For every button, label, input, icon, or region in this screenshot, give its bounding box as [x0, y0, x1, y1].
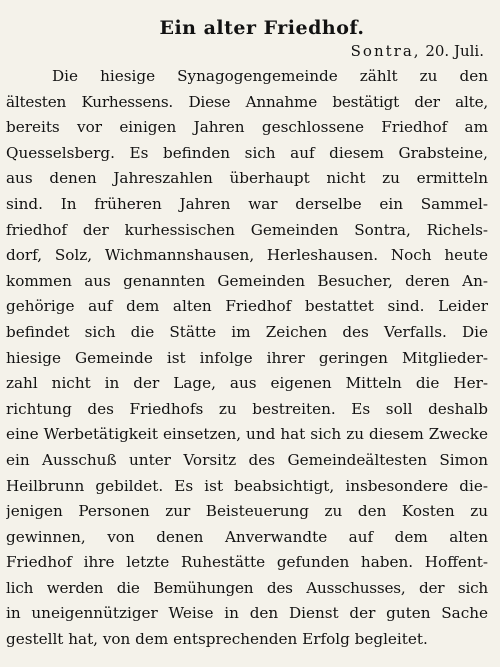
text-line: friedhof der kurhessischen Gemeinden Sontra, Richels-: [6, 220, 488, 239]
text-line: Die hiesige Synagogengemeinde zählt zu den: [52, 67, 488, 85]
text-line: aus denen Jahreszahlen überhaupt nicht zu ermitteln: [6, 169, 488, 188]
text-line: zahl nicht in der Lage, aus eigenen Mitteln die Her-: [6, 374, 488, 393]
text-line: gewinnen, von denen Anverwandte auf dem alten: [6, 527, 488, 546]
text-line: richtung des Friedhofs zu bestreiten. Es soll deshalb: [6, 399, 488, 418]
text-line: jenigen Personen zur Beisteuerung zu den Kosten zu: [6, 502, 488, 521]
text-line: ältesten Kurhessens. Diese Annahme bestätigt der alte,: [6, 92, 488, 111]
dateline-date: 20. Juli.: [425, 42, 484, 60]
text-line: lich werden die Bemühungen des Ausschusses, der sich: [6, 578, 488, 597]
text-line: Quesselsberg. Es befinden sich auf diesem Grabsteine,: [6, 143, 488, 162]
text-line: in uneigennütziger Weise in den Dienst der guten Sache: [6, 604, 488, 623]
text-line: eine Werbetätigkeit einsetzen, und hat sich zu diesem Zwecke: [6, 425, 488, 444]
text-line: befindet sich die Stätte im Zeichen des Verfalls. Die: [6, 322, 488, 341]
text-line: hiesige Gemeinde ist infolge ihrer geringen Mitglieder-: [6, 348, 488, 367]
text-line: kommen aus genannten Gemeinden Besucher, deren An-: [6, 271, 488, 290]
text-line: Friedhof ihre letzte Ruhestätte gefunden haben. Hoffent-: [6, 553, 488, 572]
text-line: dorf, Solz, Wichmannshausen, Herleshausen. Noch heute: [6, 246, 488, 265]
dateline: [6, 40, 484, 62]
text-line: gehörige auf dem alten Friedhof bestattet sind. Leider: [6, 297, 488, 316]
text-line: ein Ausschuß unter Vorsitz des Gemeindeältesten Simon: [6, 450, 488, 469]
article-body: [6, 64, 488, 653]
article-title: Ein alter Friedhof.: [159, 17, 365, 39]
text-line: Heilbrunn gebildet. Es ist beabsichtigt, insbesondere die-: [6, 476, 488, 495]
text-line: gestellt hat, von dem entsprechenden Erfolg begleitet.: [6, 630, 428, 649]
text-line: sind. In früheren Jahren war derselbe ein Sammel-: [6, 194, 488, 213]
dateline-place: Sontra,: [350, 42, 421, 60]
text-line: bereits vor einigen Jahren geschlossene Friedhof am: [6, 118, 488, 137]
